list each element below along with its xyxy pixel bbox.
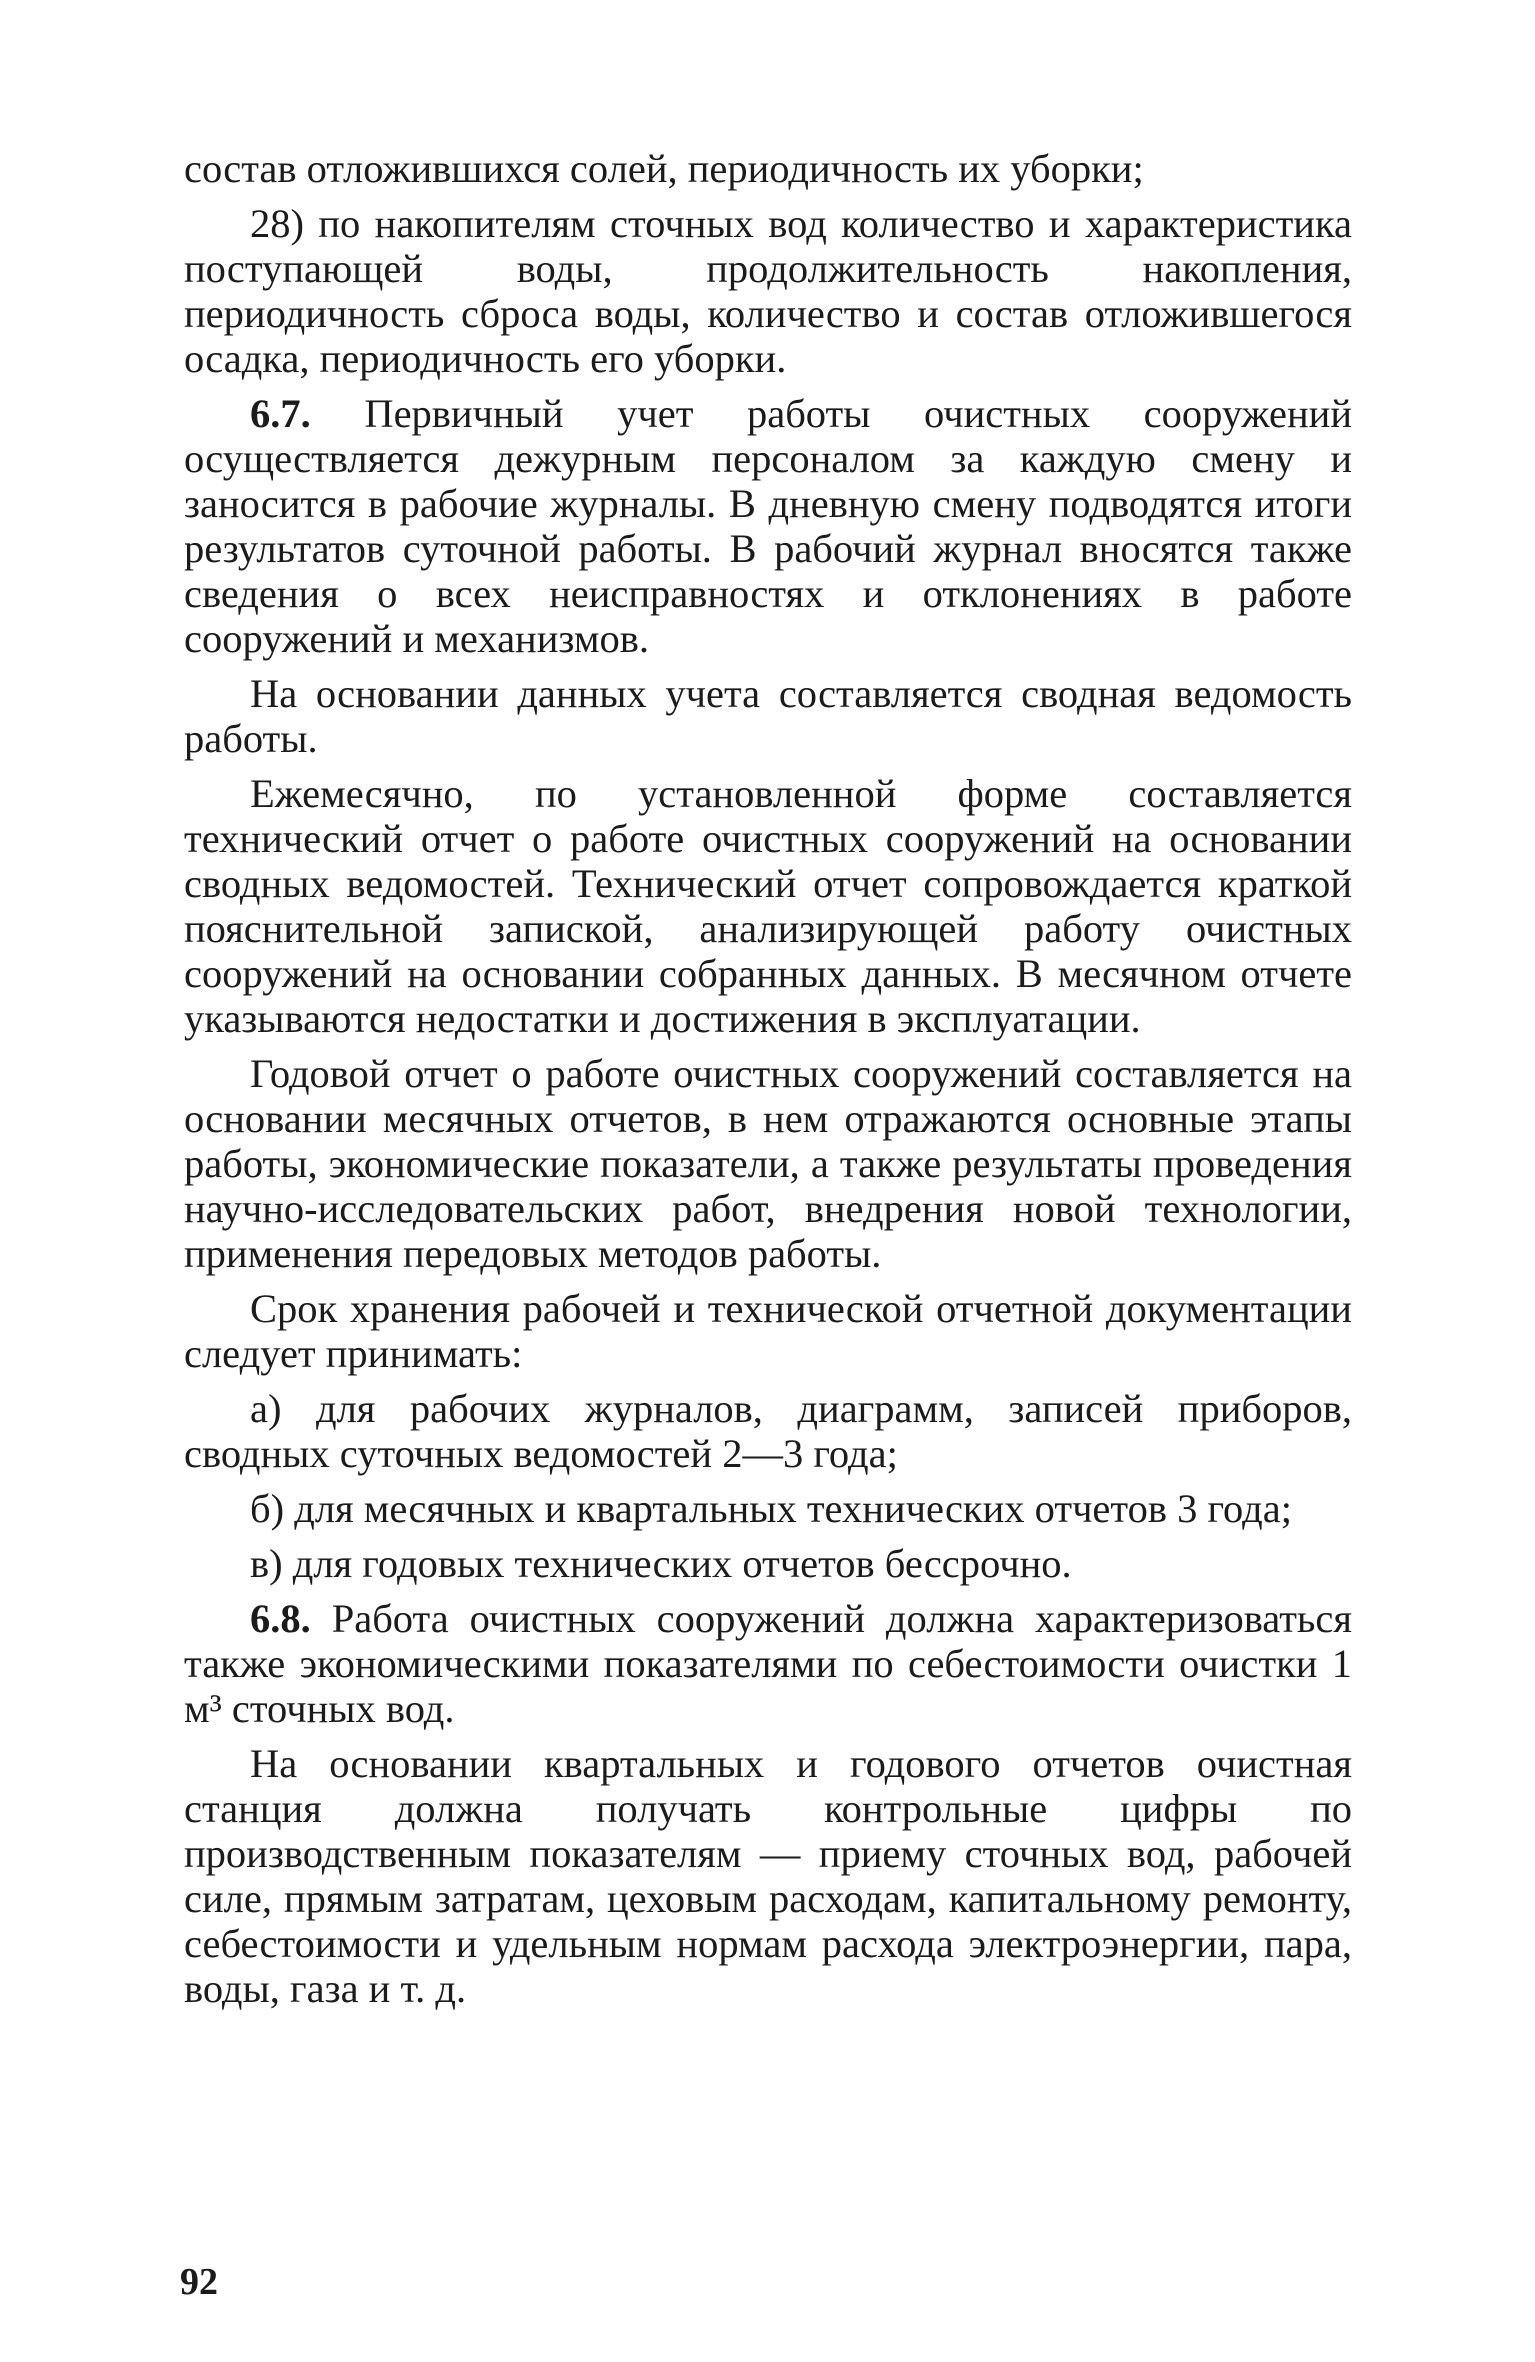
- paragraph-11: [184, 1596, 1352, 1731]
- paragraph-3: [184, 391, 1352, 661]
- section-number: 6.7.: [250, 391, 311, 436]
- paragraph-6: Годовой отчет о работе очистных сооружений составляется на основании месячных отчетов, в нем отражаются основные этапы работы, экономические показатели, а также результаты проведения научно-исследовательских работ, внедрения новой технологии, применения передовых методов работы.: [184, 1051, 1352, 1276]
- page-number: 92: [180, 2261, 218, 2303]
- paragraph-12: На основании квартальных и годового отчетов очистная станция должна получать контрольные цифры по производственным показателям — приему сточных вод, рабочей силе, прямым затратам, цеховым расходам, капитальному ремонту, себестоимости и удельным нормам расхода электроэнергии, пара, воды, газа и т. д.: [184, 1741, 1352, 2011]
- paragraph-1: состав отложившихся солей, периодичность их уборки;: [184, 146, 1144, 191]
- paragraph-7: Срок хранения рабочей и технической отчетной документации следует принимать:: [184, 1286, 1352, 1376]
- paragraph-5: Ежемесячно, по установленной форме составляется технический отчет о работе очистных сооружений на основании сводных ведомостей. Технический отчет сопровождается краткой пояснительной запиской, анализирующей работу очистных сооружений на основании собранных данных. В месячном отчете указываются недостатки и достижения в эксплуатации.: [184, 771, 1352, 1041]
- list-item-a: а) для рабочих журналов, диаграмм, записей приборов, сводных суточных ведомостей 2—3 года;: [184, 1386, 1352, 1476]
- paragraph-4: На основании данных учета составляется сводная ведомость работы.: [184, 671, 1352, 761]
- paragraph-2: 28) по накопителям сточных вод количество и характеристика поступающей воды, продолжительность накопления, периодичность сброса воды, количество и состав отложившегося осадка, периодичность его уборки.: [184, 201, 1352, 381]
- list-item-c: в) для годовых технических отчетов бессрочно.: [250, 1541, 1072, 1586]
- paragraph-11-text: Работа очистных сооружений должна характеризоваться также экономическими показателями по себестоимости очистки 1 м³ сточных вод.: [184, 1596, 1353, 1731]
- list-item-b: б) для месячных и квартальных технических отчетов 3 года;: [250, 1486, 1292, 1531]
- section-number: 6.8.: [250, 1596, 311, 1641]
- body-text: [184, 146, 1352, 2021]
- paragraph-3-text: Первичный учет работы очистных сооружений осуществляется дежурным персоналом за каждую смену и заносится в рабочие журналы. В дневную смену подводятся итоги результатов суточной работы. В рабочий журнал вносятся также сведения о всех неисправностях и отклонениях в работе сооружений и механизмов.: [184, 391, 1352, 661]
